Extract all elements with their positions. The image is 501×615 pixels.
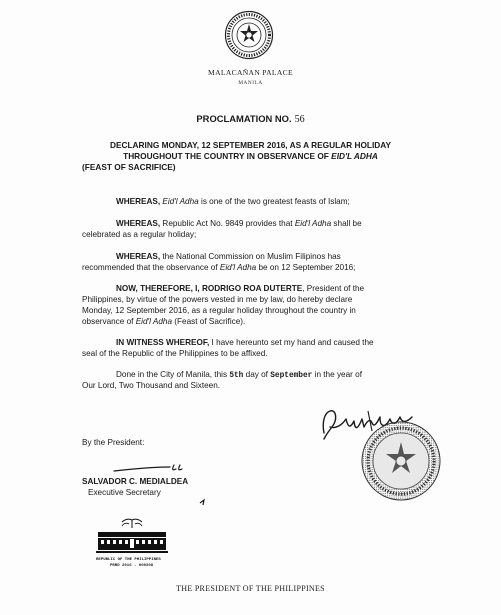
palace-name: MALACAÑAN PALACE	[208, 68, 293, 77]
done-month: September	[270, 372, 313, 380]
title-line-2-text: THROUGHOUT THE COUNTRY IN OBSERVANCE OF	[123, 151, 332, 161]
whereas-2-post: shall be	[331, 219, 362, 228]
logo-caption-line-2: PRRD 2016 - 000398	[110, 564, 154, 568]
embossed-seal-icon	[360, 420, 442, 502]
done-line-2: Our Lord, Two Thousand and Sixteen.	[82, 381, 221, 390]
proclamation-label: PROCLAMATION NO.	[196, 113, 292, 124]
whereas-2-line-2: celebrated as a regular holiday;	[82, 230, 197, 239]
whereas-2-line-1	[116, 218, 362, 229]
whereas-3-lead: WHEREAS,	[116, 252, 161, 261]
now-therefore-text: , President of the	[302, 284, 365, 293]
whereas-3-italic: Eid'l Adha	[219, 263, 257, 272]
whereas-3-line-1	[116, 251, 341, 262]
title-line-3: (FEAST OF SACRIFICE)	[82, 162, 176, 172]
whereas-2-pre: Republic Act No. 9849 provides that	[160, 219, 295, 228]
witness-text: I have hereunto set my hand and caused the	[209, 338, 374, 347]
proclamation-number: 56	[294, 114, 305, 125]
by-the-president: By the President:	[82, 438, 145, 447]
witness-line-1	[116, 337, 374, 348]
now-therefore-italic: Eid'l Adha	[135, 317, 173, 326]
now-therefore-pre: observance of	[82, 317, 136, 326]
whereas-3-pre: recommended that the observance of	[82, 263, 220, 272]
done-pre: Done in the City of Manila, this	[116, 370, 230, 379]
witness-line-2: seal of the Republic of the Philippines to be affixed.	[82, 349, 268, 358]
secretary-name-text: SALVADOR C. MEDIALDEA	[82, 477, 189, 486]
whereas-1-text: is one of the two greatest feasts of Islam;	[198, 197, 350, 206]
whereas-3-post: be on 12 September 2016;	[256, 263, 356, 272]
initial-mark	[198, 497, 208, 507]
whereas-3-text: the National Commission on Muslim Filipinos has	[160, 252, 341, 261]
title-line-1: DECLARING MONDAY, 12 SEPTEMBER 2016, AS A REGULAR HOLIDAY	[109, 140, 392, 150]
secretary-name	[82, 476, 188, 487]
now-therefore-lead: NOW, THEREFORE, I, RODRIGO ROA DUTERTE	[116, 284, 303, 293]
secretary-position: Executive Secretary	[88, 488, 161, 497]
proclamation-heading	[0, 113, 501, 125]
logo-caption-line-1: REPUBLIC OF THE PHILIPPINES	[96, 558, 161, 562]
whereas-2-italic: Eid'l Adha	[294, 219, 332, 228]
presidential-seal-icon	[224, 10, 274, 60]
whereas-1	[116, 196, 350, 207]
now-therefore-line-2: Philippines, by virtue of the powers vested in me by law, do hereby declare	[82, 295, 353, 304]
whereas-1-italic: Eid'l Adha	[162, 197, 199, 206]
whereas-3-line-2	[82, 262, 355, 273]
witness-lead: IN WITNESS WHEREOF,	[116, 338, 210, 347]
whereas-2-lead: WHEREAS,	[116, 219, 161, 228]
palace-city: MANILA	[238, 80, 263, 86]
now-therefore-line-1	[116, 283, 364, 294]
done-day: 5th	[229, 372, 244, 380]
whereas-1-lead: WHEREAS,	[116, 197, 161, 206]
footer-title: THE PRESIDENT OF THE PHILIPPINES	[176, 584, 325, 593]
done-mid: day of	[243, 370, 271, 379]
secretary-signature	[112, 457, 192, 477]
now-therefore-line-3: Monday, 12 September 2016, as a regular holiday throughout the country in	[82, 306, 356, 315]
now-therefore-line-4	[82, 316, 245, 327]
title-line-2-italic: EID'L ADHA	[331, 151, 378, 161]
done-post: in the year of	[312, 370, 362, 379]
title-line-2	[60, 151, 441, 162]
now-therefore-post: (Feast of Sacrifice).	[172, 317, 246, 326]
palace-logo-icon	[96, 518, 168, 556]
